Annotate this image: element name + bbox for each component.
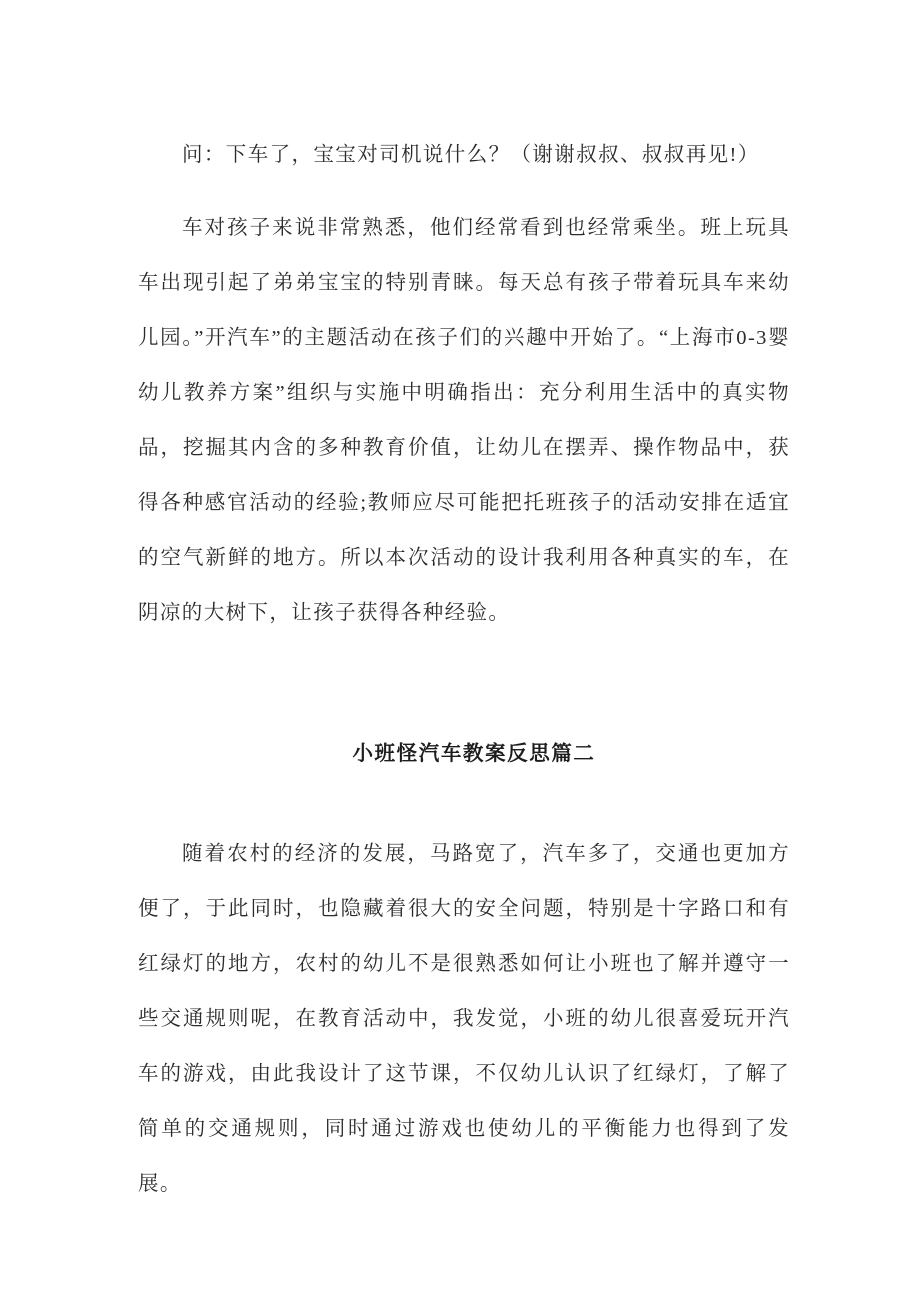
section-heading: 小班怪汽车教案反思篇二: [352, 743, 596, 765]
section-gap-spacer: [138, 641, 790, 737]
body-paragraph-one: 车对孩子来说非常熟悉，他们经常看到也经常乘坐。班上玩具车出现引起了弟弟宝宝的特别青睐。每天总有孩子带着玩具车来幼儿园。”开汽车”的主题活动在孩子们的兴趣中开始了。“上海市0-3婴幼儿教养方案”组织与实施中明确指出：充分利用生活中的真实物品，挖掘其内含的多种教育价值，让幼儿在摆弄、操作物品中，获得各种感官活动的经验;教师应尽可能把托班孩子的活动安排在适宜的空气新鲜的地方。所以本次活动的设计我利用各种真实的车，在阴凉的大树下，让孩子获得各种经验。: [138, 217, 790, 624]
question-paragraph: 问：下车了，宝宝对司机说什么？（谢谢叔叔、叔叔再见!）: [182, 144, 760, 166]
document-body: [138, 128, 790, 1212]
paragraph-spacer: [138, 183, 790, 201]
body-paragraph-two: 随着农村的经济的发展，马路宽了，汽车多了，交通也更加方便了，于此同时，也隐藏着很大的安全问题，特别是十字路口和有红绿灯的地方，农村的幼儿不是很熟悉如何让小班也了解并遵守一些交通规则呢，在教育活动中，我发觉，小班的幼儿很喜爱玩开汽车的游戏，由此我设计了这节课，不仅幼儿认识了红绿灯，了解了简单的交通规则，同时通过游戏也使幼儿的平衡能力也得到了发展。: [138, 843, 790, 1195]
heading-gap-spacer: [138, 771, 790, 827]
